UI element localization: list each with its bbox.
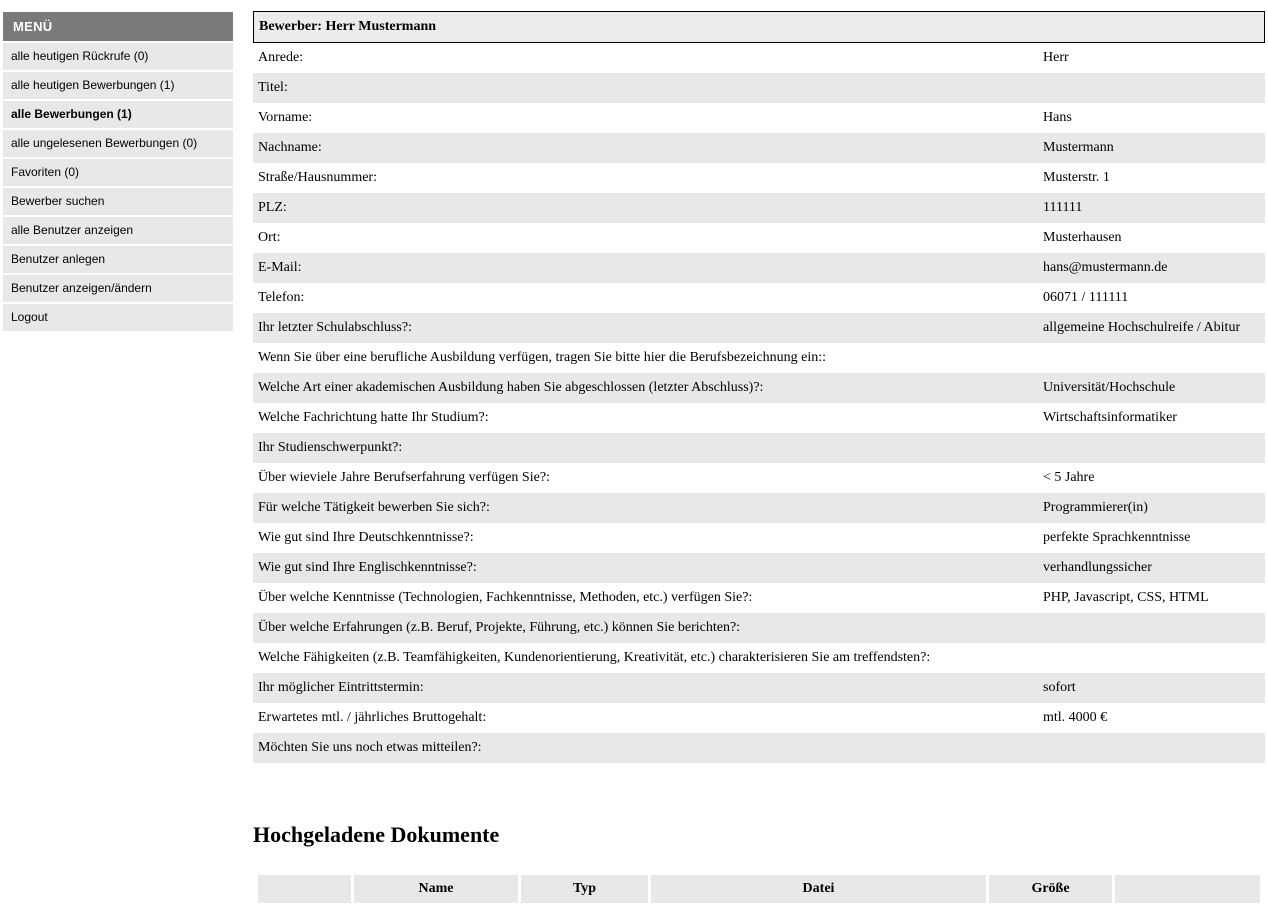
field-row-first-name [253,103,1265,133]
menu-item-create-user[interactable]: Benutzer anlegen [3,246,233,273]
field-row-school-degree [253,313,1265,343]
documents-col-name: Name [354,875,518,903]
field-value: allgemeine Hochschulreife / Abitur [1038,313,1265,343]
menu-item-todays-callbacks[interactable]: alle heutigen Rückrufe (0) [3,43,233,70]
field-label: Über welche Kenntnisse (Technologien, Fachkenntnisse, Methoden, etc.) verfügen Sie?: [258,590,753,605]
field-row-position [253,493,1265,523]
field-value: Mustermann [1038,133,1265,163]
field-row-city [253,223,1265,253]
field-value: 06071 / 111111 [1043,290,1129,305]
documents-header-row [258,875,1260,903]
field-row-english-skills [253,553,1265,583]
menu-item-todays-applications[interactable]: alle heutigen Bewerbungen (1) [3,72,233,99]
field-label: Wie gut sind Ihre Englischkenntnisse?: [253,553,1038,583]
menu-item-search-applicants[interactable]: Bewerber suchen [3,188,233,215]
field-label: Erwartetes mtl. / jährliches Bruttogehalt: [258,710,487,725]
field-label: Anrede: [258,50,304,65]
documents-col-type: Typ [521,875,648,903]
field-value [1038,433,1265,463]
applicant-fields-table [253,43,1265,763]
field-row-phone [253,283,1265,313]
documents-heading: Hochgeladene Dokumente [253,822,500,847]
field-row-start-date [253,673,1265,703]
field-label: Ort: [258,230,281,245]
field-value: perfekte Sprachkenntnisse [1043,530,1191,545]
field-row-german-skills [253,523,1265,553]
field-value: Wirtschaftsinformatiker [1043,410,1177,425]
field-label: Titel: [253,73,1038,103]
field-row-knowledge [253,583,1265,613]
field-value: Herr [1043,50,1069,65]
field-row-salutation [253,43,1265,73]
field-row-postal-code [253,193,1265,223]
field-label: Welche Art einer akademischen Ausbildung haben Sie abgeschlossen (letzter Abschluss)?: [253,373,1038,403]
field-label: Über wieviele Jahre Berufserfahrung verfügen Sie?: [258,470,550,485]
field-label: Ihr möglicher Eintrittstermin: [253,673,1038,703]
field-row-field-of-study [253,403,1265,433]
documents-col-size: Größe [989,875,1112,903]
field-label: Ihr Studienschwerpunkt?: [253,433,1038,463]
menu-item-all-applications[interactable]: alle Bewerbungen (1) [3,101,233,128]
field-label: E-Mail: [253,253,1038,283]
field-value [1038,73,1265,103]
field-label: Wenn Sie über eine berufliche Ausbildung verfügen, tragen Sie bitte hier die Berufsbezeichnung ein:: [258,350,827,365]
field-row-email [253,253,1265,283]
field-row-work-experience [253,463,1265,493]
field-label: Nachname: [253,133,1038,163]
field-row-vocational-training [253,343,1265,373]
field-value: verhandlungssicher [1038,553,1265,583]
documents-table [255,872,1263,906]
field-value: < 5 Jahre [1043,470,1095,485]
field-value: PHP, Javascript, CSS, HTML [1043,590,1209,605]
menu-item-unread-applications[interactable]: alle ungelesenen Bewerbungen (0) [3,130,233,157]
field-value [1038,613,1265,643]
sidebar-menu [3,12,233,331]
documents-col-blank-right [1115,875,1260,903]
field-label: Welche Fachrichtung hatte Ihr Studium?: [258,410,489,425]
field-value [1038,343,1265,373]
field-value: mtl. 4000 € [1043,710,1108,725]
field-label: Telefon: [258,290,305,305]
applicant-detail [253,11,1265,763]
field-label: Über welche Erfahrungen (z.B. Beruf, Projekte, Führung, etc.) können Sie berichten?: [253,613,1038,643]
applicant-title: Bewerber: Herr Mustermann [253,11,1265,43]
documents-col-file: Datei [651,875,986,903]
field-label: Wie gut sind Ihre Deutschkenntnisse?: [258,530,474,545]
menu-header: MENÜ [3,12,233,41]
field-value: sofort [1038,673,1265,703]
field-label: Möchten Sie uns noch etwas mitteilen?: [253,733,1038,763]
field-row-study-focus [253,433,1265,463]
field-value [1038,643,1265,673]
field-label: Vorname: [258,110,313,125]
field-label: PLZ: [253,193,1038,223]
field-value: 111111 [1038,193,1265,223]
field-label: Straße/Hausnummer: [258,170,377,185]
menu-item-logout[interactable]: Logout [3,304,233,331]
menu-item-show-all-users[interactable]: alle Benutzer anzeigen [3,217,233,244]
documents-col-blank-left [258,875,351,903]
field-label: Für welche Tätigkeit bewerben Sie sich?: [253,493,1038,523]
field-row-academic-degree [253,373,1265,403]
menu-item-favorites[interactable]: Favoriten (0) [3,159,233,186]
field-value: Hans [1043,110,1072,125]
field-label: Ihr letzter Schulabschluss?: [253,313,1038,343]
field-row-last-name [253,133,1265,163]
field-row-message [253,733,1265,763]
field-row-street [253,163,1265,193]
field-value: Musterhausen [1043,230,1122,245]
field-value: Programmierer(in) [1038,493,1265,523]
field-row-salary [253,703,1265,733]
field-row-experiences [253,613,1265,643]
field-row-title [253,73,1265,103]
menu-item-edit-users[interactable]: Benutzer anzeigen/ändern [3,275,233,302]
field-value: hans@mustermann.de [1038,253,1265,283]
field-row-abilities [253,643,1265,673]
field-value: Universität/Hochschule [1038,373,1265,403]
field-label: Welche Fähigkeiten (z.B. Teamfähigkeiten, Kundenorientierung, Kreativität, etc.) charakterisieren Sie am treffendsten?: [258,650,931,665]
field-value [1038,733,1265,763]
field-value: Musterstr. 1 [1043,170,1110,185]
